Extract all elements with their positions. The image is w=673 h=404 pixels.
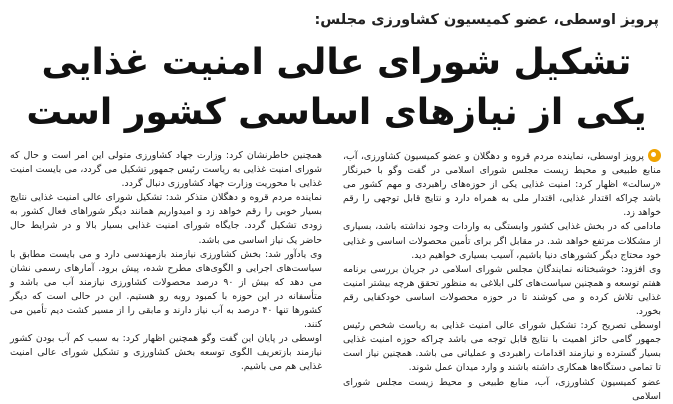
article-column-left	[10, 149, 322, 394]
article-kicker: پرویز اوسطی، عضو کمیسیون کشاورزی مجلس:	[314, 12, 659, 28]
bullet-icon	[648, 149, 661, 162]
paragraph: عضو کمیسیون کشاورزی، آب، منابع طبیعی و محیط زیست مجلس شورای اسلامی	[343, 376, 661, 402]
headline-line-2: یکی از نیازهای اساسی کشور است	[26, 92, 647, 133]
headline-line-1: تشکیل شورای عالی امنیت غذایی	[41, 42, 632, 83]
paragraph: وی یادآور شد: بخش کشاورزی نیازمند بازمهندسی دارد و می بایست مطابق با سیاست‌های اجرایی و الگوی‌های مطرح شده، پیش برود. آمارهای رسمی نشان می دهد که بیش از ۹۰ درصد محصولات کشاورزی نیازمند آب می باشد و متأسفانه در این حوزه با کمبود روبه رو هستیم. این در حالی است که دیگر کشورها تنها ۴۰ درصد به آب نیاز دارند و مابقی را از مسیر کشت دیم تأمین می کنند.	[10, 248, 322, 331]
paragraph: وی افزود: خوشبختانه نمایندگان مجلس شورای اسلامی در جریان بررسی برنامه هفتم توسعه و همچنین سیاست‌های کلی ابلاغی به منظور تحقق هرچه بیشتر امنیت غذایی تلاش کرده و می کوشند تا در حوزه محصولات اساسی خودکفایی رقم بخورد.	[343, 263, 661, 318]
article-column-right	[343, 149, 661, 402]
paragraph: همچنین خاطرنشان کرد: وزارت جهاد کشاورزی متولی این امر است و حال که شورای امنیت غذایی به ریاست رئیس جمهور تشکیل می گردد، می بایست امنیت غذایی با محوریت وزارت جهاد کشاورزی دنبال گردد.	[10, 150, 322, 190]
lead-paragraph	[343, 149, 661, 220]
lead-text: پرویز اوسطی، نماینده مردم قروه و دهگلان و عضو کمیسیون کشاورزی، آب، منابع طبیعی و محیط زیست مجلس شورای اسلامی در گفت وگو با خبرنگار «رسالت» اظهار کرد: امنیت غذایی یکی از حوزه‌های راهبردی و مهم کشور می باشد چراکه اقتدار غذایی، اقتدار ملی به همراه دارد و نتایج قابل توجهی را رقم خواهد زد.	[343, 151, 661, 219]
paragraph: مادامی که در بخش غذایی کشور وابستگی به واردات وجود نداشته باشد، بسیاری از مشکلات مرتفع خواهد شد. در مقابل اگر برای تأمین محصولات اساسی و غذایی خود محتاج دیگر کشورهای دنیا باشیم، آسیب بسیاری خواهیم دید.	[343, 221, 661, 261]
paragraph: اوسطی تصریح کرد: تشکیل شورای عالی امنیت غذایی به ریاست شخص رئیس جمهور گامی حائز اهمیت با نتایج قابل توجه می باشد چراکه حوزه امنیت غذایی بسیار گسترده و نیازمند اقدامات راهبردی و عملیاتی می باشد. همچنین نیاز است تا تمامی دستگاه‌ها همکاری داشته باشند و وارد میدان عمل شوند.	[343, 320, 661, 374]
paragraph: نماینده مردم قروه و دهگلان متذکر شد: تشکیل شورای عالی امنیت غذایی نتایج بسیار خوبی را رقم خواهد زد و امیدواریم همانند دیگر شوراهای فعال کشور به زودی تشکیل گردد. جایگاه شورای امنیت غذایی بسیار بالا و در شرایط حال حاضر یک نیاز اساسی می باشد.	[10, 192, 322, 246]
paragraph: اوسطی در پایان این گفت وگو همچنین اظهار کرد: به سبب کم آب بودن کشور نیازمند بازتعریف الگوی توسعه بخش کشاورزی و تشکیل شورای عالی امنیت غذایی هم می باشیم.	[10, 333, 322, 373]
